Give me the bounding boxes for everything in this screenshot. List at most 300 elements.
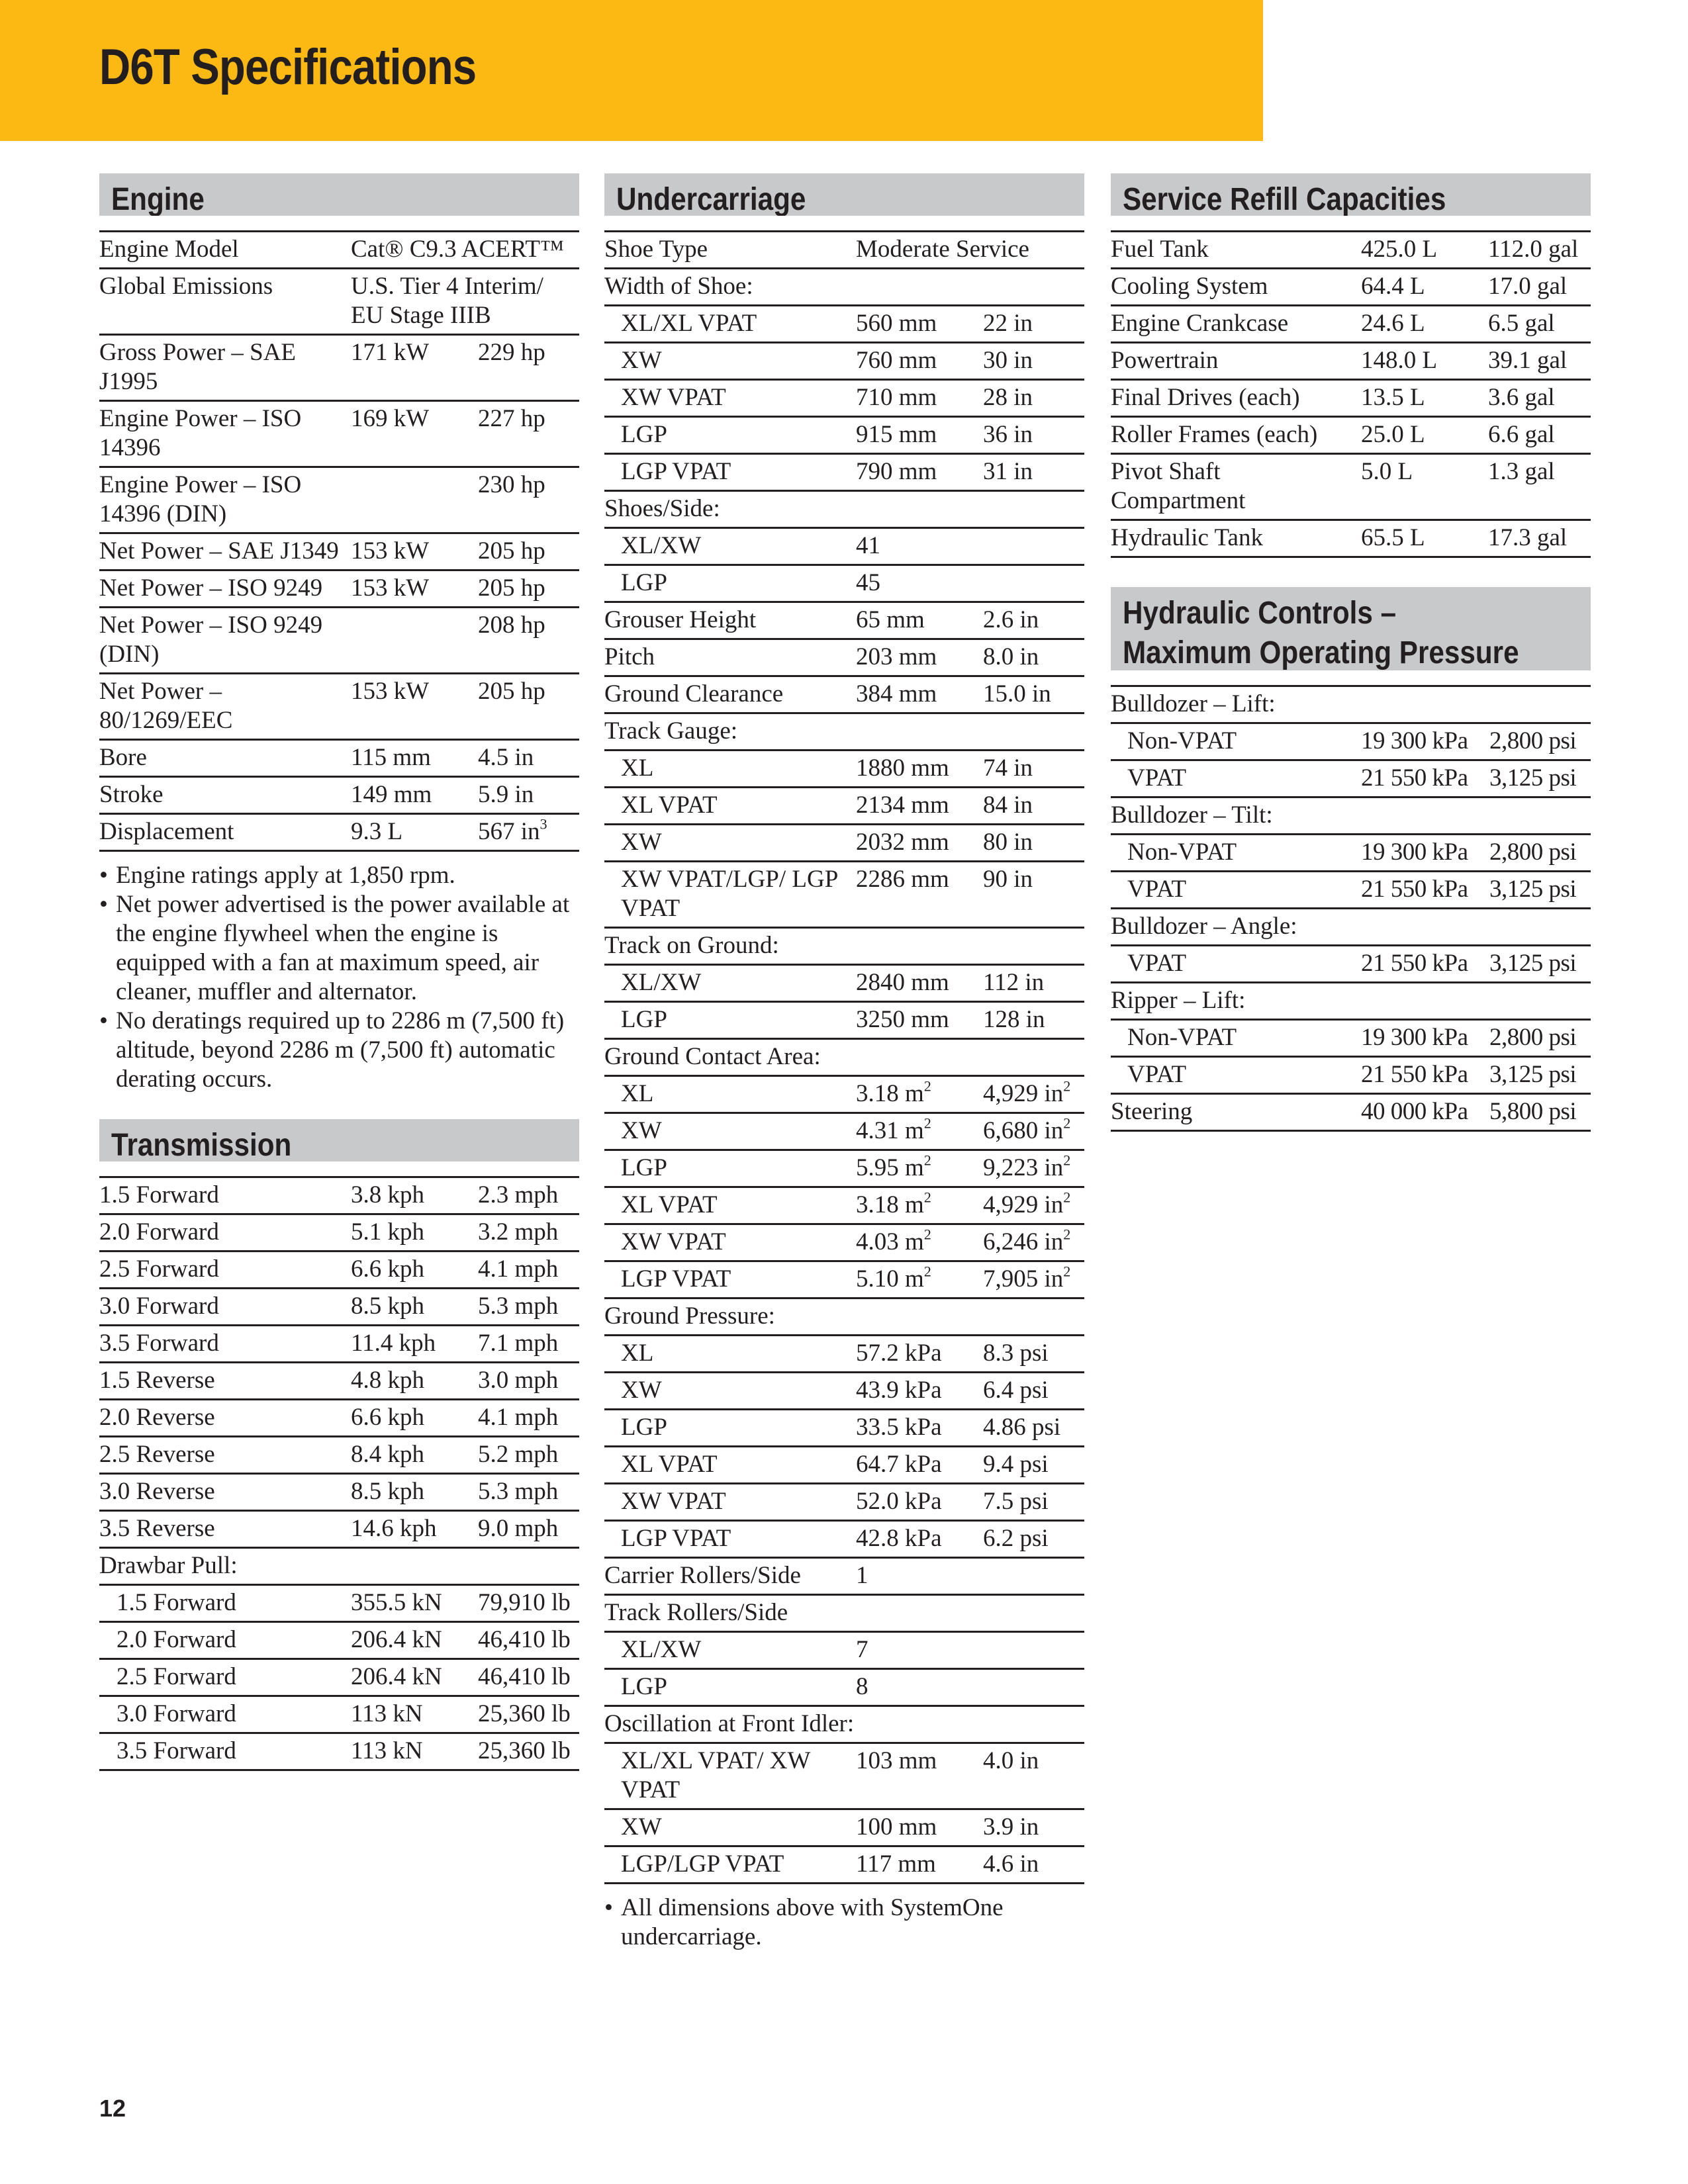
spec-value-imperial: 6.6 gal	[1488, 421, 1555, 448]
spec-value-metric: 149 mm	[351, 781, 432, 808]
spec-value-imperial: 4.5 in	[478, 744, 534, 771]
table-row	[604, 1188, 1084, 1225]
spec-value-imperial: 90 in	[983, 866, 1033, 893]
spec-label: Displacement	[99, 818, 234, 845]
spec-value-metric: 57.2 kPa	[856, 1340, 942, 1367]
spec-value-imperial: 2,800 psi	[1489, 1024, 1577, 1051]
spec-label: Global Emissions	[99, 273, 273, 300]
spec-value-metric: 2840 mm	[856, 969, 949, 996]
spec-label: Non-VPAT	[1127, 727, 1237, 754]
spec-value-imperial: 8.3 psi	[983, 1340, 1049, 1367]
table-row	[1111, 724, 1591, 761]
table-row	[1111, 872, 1591, 909]
spec-value-imperial: 36 in	[983, 421, 1033, 448]
spec-label: 3.0 Forward	[99, 1293, 219, 1320]
spec-value-metric: 153 kW	[351, 678, 430, 705]
table-row	[604, 1336, 1084, 1373]
spec-value-metric: 5.1 kph	[351, 1218, 424, 1246]
table-row	[99, 1215, 579, 1252]
spec-value-metric: 8.5 kph	[351, 1478, 424, 1505]
note-item: • Net power advertised is the power available at the engine flywheel when the engine is equipped with a fan at maximum speed, air cleaner, muffler and alternator.	[99, 890, 579, 1007]
table-row	[99, 402, 579, 468]
spec-label: Non-VPAT	[1127, 1024, 1237, 1051]
table-row	[604, 1847, 1084, 1884]
spec-label: Engine Model	[99, 236, 239, 263]
spec-label: 3.0 Forward	[117, 1700, 236, 1727]
spec-value-metric: 760 mm	[856, 347, 937, 374]
spec-value-metric: 65.5 L	[1361, 524, 1425, 551]
table-row	[604, 455, 1084, 492]
spec-value-metric: 206.4 kN	[351, 1663, 442, 1690]
spec-label: Carrier Rollers/Side	[604, 1562, 801, 1589]
spec-label: XL/XL VPAT	[621, 310, 757, 337]
spec-label: Bulldozer – Angle:	[1111, 913, 1297, 940]
spec-value-imperial: 3,125 psi	[1489, 876, 1577, 903]
spec-label: XL VPAT	[621, 1191, 718, 1218]
spec-value-metric: 19 300 kPa	[1361, 839, 1468, 866]
spec-value-imperial: 227 hp	[478, 405, 545, 432]
spec-label: Grouser Height	[604, 606, 757, 633]
spec-value-imperial: 39.1 gal	[1488, 347, 1568, 374]
spec-label: VPAT	[1127, 876, 1187, 903]
transmission-table	[99, 1176, 579, 1771]
spec-value-metric: 7	[856, 1636, 868, 1663]
spec-value-metric: 4.31 $m^2$	[856, 1115, 931, 1144]
spec-label: Net Power – ISO 9249 (DIN)	[99, 612, 323, 668]
spec-value-metric: 710 mm	[856, 384, 937, 411]
spec-value-imperial: 4.1 mph	[478, 1255, 559, 1283]
spec-label: Powertrain	[1111, 347, 1219, 374]
spec-value-imperial: 80 in	[983, 829, 1033, 856]
table-row	[604, 1810, 1084, 1847]
spec-value-imperial: 4,929 $in^2$	[983, 1189, 1071, 1218]
spec-label: LGP VPAT	[621, 1525, 731, 1552]
spec-label: LGP VPAT	[621, 1265, 731, 1293]
spec-value-imperial: 4,929 $in^2$	[983, 1077, 1071, 1107]
table-row	[604, 529, 1084, 566]
table-row	[604, 677, 1084, 714]
spec-value-imperial: 208 hp	[478, 612, 545, 639]
spec-value-imperial: 74 in	[983, 754, 1033, 782]
spec-value: Cat® C9.3 ACERT™	[351, 236, 565, 263]
spec-value-imperial: 2.3 mph	[478, 1181, 559, 1208]
spec-label: LGP	[621, 1673, 667, 1700]
spec-value-metric: 206.4 kN	[351, 1626, 442, 1653]
spec-label: Track Rollers/Side	[604, 1599, 788, 1626]
spec-label: 1.5 Forward	[99, 1181, 219, 1208]
table-row	[604, 232, 1084, 269]
table-row	[1111, 1095, 1591, 1132]
table-row	[99, 1512, 579, 1549]
engine-heading: Engine	[99, 173, 579, 216]
spec-value-metric: 100 mm	[856, 1813, 937, 1841]
spec-label: XL VPAT	[621, 1451, 718, 1478]
spec-label: Final Drives (each)	[1111, 384, 1300, 411]
spec-value-metric: 65 mm	[856, 606, 925, 633]
spec-value-metric: 3.18 $m^2$	[856, 1077, 931, 1107]
table-row	[99, 741, 579, 778]
spec-label: Track Gauge:	[604, 717, 738, 745]
refill-heading: Service Refill Capacities	[1111, 173, 1591, 216]
spec-value-metric: 4.03 $m^2$	[856, 1226, 931, 1255]
spec-value-metric: 6.6 kph	[351, 1255, 424, 1283]
table-row	[1111, 798, 1591, 835]
spec-label: XW	[621, 347, 662, 374]
spec-label: Gross Power – SAE J1995	[99, 339, 297, 395]
spec-value-imperial: 112.0 gal	[1488, 236, 1579, 263]
spec-value-imperial: 567 $in^3$	[478, 815, 547, 845]
undercarriage-heading: Undercarriage	[604, 173, 1084, 216]
table-row	[604, 966, 1084, 1003]
spec-value-imperial: 84 in	[983, 792, 1033, 819]
table-row	[604, 825, 1084, 862]
spec-value-metric: 9.3 L	[351, 818, 403, 845]
table-row	[99, 1549, 579, 1586]
spec-label: 3.5 Forward	[99, 1330, 219, 1357]
spec-value-metric: 8.4 kph	[351, 1441, 424, 1468]
spec-value-imperial: 3.6 gal	[1488, 384, 1555, 411]
table-row	[99, 1289, 579, 1326]
spec-value-imperial: 31 in	[983, 458, 1033, 485]
spec-value-imperial: 46,410 lb	[478, 1626, 571, 1653]
spec-value-metric: 153 kW	[351, 574, 430, 602]
spec-label: Steering	[1111, 1098, 1193, 1125]
spec-value-imperial: 230 hp	[478, 471, 545, 498]
table-row	[604, 788, 1084, 825]
spec-value-imperial: 6.5 gal	[1488, 310, 1555, 337]
spec-label: Bore	[99, 744, 147, 771]
spec-label: XW	[621, 1813, 662, 1841]
spec-label: 3.5 Reverse	[99, 1515, 215, 1542]
spec-label: XL/XL VPAT/ XW VPAT	[621, 1747, 810, 1803]
page-number: 12	[99, 2095, 126, 2122]
table-row	[604, 1262, 1084, 1299]
spec-label: 2.5 Reverse	[99, 1441, 215, 1468]
table-row	[1111, 418, 1591, 455]
spec-value-imperial: 5.3 mph	[478, 1478, 559, 1505]
table-row	[604, 343, 1084, 381]
spec-value-imperial: 2,800 psi	[1489, 839, 1577, 866]
engine-notes	[99, 861, 579, 1094]
spec-value-imperial: 229 hp	[478, 339, 545, 366]
spec-label: XL/XW	[621, 969, 702, 996]
spec-value-imperial: 9,223 $in^2$	[983, 1152, 1071, 1181]
spec-label: Stroke	[99, 781, 164, 808]
spec-label: Bulldozer – Tilt:	[1111, 801, 1273, 829]
spec-label: XL	[621, 754, 654, 782]
spec-label: XL/XW	[621, 1636, 702, 1663]
spec-value-imperial: 9.4 psi	[983, 1451, 1049, 1478]
spec-value-imperial: 205 hp	[478, 537, 545, 565]
table-row	[1111, 1021, 1591, 1058]
table-row	[604, 418, 1084, 455]
column-left	[99, 173, 579, 1771]
spec-label: 2.0 Reverse	[99, 1404, 215, 1431]
spec-label: 2.5 Forward	[99, 1255, 219, 1283]
spec-value-imperial: 4.1 mph	[478, 1404, 559, 1431]
table-row	[99, 1660, 579, 1697]
undercarriage-notes	[604, 1893, 1084, 1952]
spec-value-metric: 45	[856, 569, 880, 596]
table-row	[604, 1670, 1084, 1707]
table-row	[604, 566, 1084, 603]
spec-value-imperial: 8.0 in	[983, 643, 1039, 670]
table-row	[1111, 946, 1591, 983]
spec-value-metric: 6.6 kph	[351, 1404, 424, 1431]
spec-label: LGP	[621, 1154, 667, 1181]
table-row	[604, 714, 1084, 751]
spec-value-imperial: 17.0 gal	[1488, 273, 1568, 300]
table-row	[99, 1437, 579, 1475]
spec-value-imperial: 1.3 gal	[1488, 458, 1555, 485]
spec-label: XW	[621, 829, 662, 856]
spec-value-metric: 3250 mm	[856, 1006, 949, 1033]
spec-value-metric: 21 550 kPa	[1361, 876, 1468, 903]
spec-label: Ripper – Lift:	[1111, 987, 1246, 1014]
table-row	[1111, 232, 1591, 269]
spec-label: Hydraulic Tank	[1111, 524, 1263, 551]
table-row	[604, 929, 1084, 966]
spec-label: Net Power – ISO 9249	[99, 574, 323, 602]
spec-value-metric: 103 mm	[856, 1747, 937, 1774]
table-row	[99, 1734, 579, 1771]
table-row	[604, 1707, 1084, 1744]
table-row	[604, 492, 1084, 529]
spec-label: Non-VPAT	[1127, 839, 1237, 866]
spec-value-imperial: 25,360 lb	[478, 1700, 571, 1727]
spec-value-metric: 5.10 $m^2$	[856, 1263, 931, 1293]
hydraulic-heading-line2: Maximum Operating Pressure	[1123, 635, 1519, 670]
spec-label: VPAT	[1127, 764, 1187, 792]
spec-value-metric: 43.9 kPa	[856, 1377, 942, 1404]
spec-value-metric: 117 mm	[856, 1850, 936, 1878]
page-title: D6T Specifications	[99, 39, 477, 95]
table-row	[1111, 1058, 1591, 1095]
column-right	[1111, 173, 1591, 1132]
spec-label: XW VPAT	[621, 1488, 726, 1515]
spec-label: 2.0 Forward	[99, 1218, 219, 1246]
spec-label: XL	[621, 1340, 654, 1367]
spec-value-imperial: 112 in	[983, 969, 1045, 996]
table-row	[604, 1151, 1084, 1188]
spec-value-metric: 153 kW	[351, 537, 430, 565]
spec-value-metric: Moderate Service	[856, 236, 1029, 263]
column-middle	[604, 173, 1084, 1952]
spec-value-metric: 42.8 kPa	[856, 1525, 942, 1552]
table-row	[604, 1522, 1084, 1559]
spec-label: Engine Power – ISO 14396	[99, 405, 302, 461]
table-row	[1111, 521, 1591, 558]
spec-value-imperial: 4.0 in	[983, 1747, 1039, 1774]
title-banner	[0, 0, 1263, 141]
engine-table	[99, 230, 579, 852]
table-row	[99, 571, 579, 608]
spec-label: Pitch	[604, 643, 655, 670]
spec-value-metric	[351, 471, 478, 529]
spec-value-metric: 13.5 L	[1361, 384, 1425, 411]
spec-value-imperial: 128 in	[983, 1006, 1045, 1033]
spec-value-metric: 113 kN	[351, 1700, 423, 1727]
spec-value-metric: 19 300 kPa	[1361, 1024, 1468, 1051]
spec-label: LGP	[621, 1414, 667, 1441]
spec-value-imperial: 3.2 mph	[478, 1218, 559, 1246]
spec-label: 2.0 Forward	[117, 1626, 236, 1653]
spec-value-metric: 560 mm	[856, 310, 937, 337]
hydraulic-heading-text	[1123, 594, 1519, 670]
hydraulic-heading	[1111, 587, 1591, 670]
table-row	[604, 603, 1084, 640]
spec-value-imperial: 22 in	[983, 310, 1033, 337]
spec-label: Roller Frames (each)	[1111, 421, 1318, 448]
table-row	[99, 468, 579, 534]
spec-value-imperial	[983, 1561, 1084, 1590]
spec-label: LGP/LGP VPAT	[621, 1850, 784, 1878]
spec-value-imperial: 6,246 $in^2$	[983, 1226, 1071, 1255]
spec-value-imperial: 7,905 $in^2$	[983, 1263, 1071, 1293]
spec-label: XL VPAT	[621, 792, 718, 819]
spec-label: Ground Clearance	[604, 680, 784, 707]
spec-label: Cooling System	[1111, 273, 1268, 300]
table-row	[99, 1252, 579, 1289]
spec-value-imperial: 6,680 $in^2$	[983, 1115, 1071, 1144]
table-row	[99, 815, 579, 852]
spec-value-imperial	[983, 531, 1084, 561]
spec-value-imperial	[983, 1635, 1084, 1664]
table-row	[1111, 343, 1591, 381]
spec-label: XW	[621, 1117, 662, 1144]
table-row	[604, 1077, 1084, 1114]
spec-value-metric: 21 550 kPa	[1361, 764, 1468, 792]
spec-value-metric: 24.6 L	[1361, 310, 1425, 337]
spec-value-metric: 64.4 L	[1361, 273, 1425, 300]
spec-value-metric: 355.5 kN	[351, 1589, 442, 1616]
spec-value-metric: 384 mm	[856, 680, 937, 707]
spec-value-imperial: 6.2 psi	[983, 1525, 1049, 1552]
spec-value-imperial: 25,360 lb	[478, 1737, 571, 1764]
spec-value-metric: 52.0 kPa	[856, 1488, 942, 1515]
spec-label: Pivot Shaft Compartment	[1111, 458, 1246, 514]
spec-value-imperial: 205 hp	[478, 678, 545, 705]
table-row	[604, 269, 1084, 306]
table-row	[99, 269, 579, 336]
spec-value-imperial: 3.0 mph	[478, 1367, 559, 1394]
table-row	[99, 1326, 579, 1363]
note-item: • Engine ratings apply at 1,850 rpm.	[99, 861, 579, 890]
table-row	[1111, 983, 1591, 1021]
spec-value-imperial: 5.9 in	[478, 781, 534, 808]
spec-label: 3.5 Forward	[117, 1737, 236, 1764]
table-row	[1111, 687, 1591, 724]
spec-label: Width of Shoe:	[604, 273, 753, 300]
spec-value-metric: 5.0 L	[1361, 458, 1413, 485]
table-row	[99, 1363, 579, 1400]
spec-label: Track on Ground:	[604, 932, 779, 959]
table-row	[1111, 835, 1591, 872]
spec-label: XW VPAT	[621, 384, 726, 411]
spec-value-imperial: 3,125 psi	[1489, 1061, 1577, 1088]
table-row	[604, 1633, 1084, 1670]
spec-value-metric: 115 mm	[351, 744, 431, 771]
note-item: • No deratings required up to 2286 m (7,500 ft) altitude, beyond 2286 m (7,500 ft) automatic derating occurs.	[99, 1007, 579, 1094]
spec-value-metric: 169 kW	[351, 405, 430, 432]
table-row	[604, 306, 1084, 343]
spec-value-metric: 148.0 L	[1361, 347, 1438, 374]
table-row	[99, 1697, 579, 1734]
spec-value-metric: 14.6 kph	[351, 1515, 437, 1542]
hydraulic-table	[1111, 685, 1591, 1132]
spec-value-metric: 1	[856, 1562, 868, 1589]
spec-value-imperial: 3,125 psi	[1489, 764, 1577, 792]
table-row	[604, 1040, 1084, 1077]
spec-label: Ground Contact Area:	[604, 1043, 821, 1070]
spec-value-imperial: 5.2 mph	[478, 1441, 559, 1468]
spec-value-imperial: 15.0 in	[983, 680, 1051, 707]
spec-label: VPAT	[1127, 950, 1187, 977]
table-row	[99, 1475, 579, 1512]
spec-value-metric: 4.8 kph	[351, 1367, 424, 1394]
spec-label: Oscillation at Front Idler:	[604, 1710, 855, 1737]
spec-value-metric: 64.7 kPa	[856, 1451, 942, 1478]
spec-label: LGP	[621, 569, 667, 596]
spec-label: Engine Power – ISO 14396 (DIN)	[99, 471, 302, 527]
spec-value-imperial: 3,125 psi	[1489, 950, 1577, 977]
spec-value-metric: 790 mm	[856, 458, 937, 485]
spec-value-metric	[351, 611, 478, 669]
spec-label: 1.5 Forward	[117, 1589, 236, 1616]
spec-label: LGP VPAT	[621, 458, 731, 485]
spec-value-metric: 19 300 kPa	[1361, 727, 1468, 754]
table-row	[604, 1114, 1084, 1151]
spec-value-metric: 915 mm	[856, 421, 937, 448]
table-row	[99, 1623, 579, 1660]
spec-label: Drawbar Pull:	[99, 1552, 238, 1579]
spec-value-metric: 21 550 kPa	[1361, 950, 1468, 977]
table-row	[99, 608, 579, 674]
spec-label: XL/XW	[621, 532, 702, 559]
spec-value-imperial: 5,800 psi	[1489, 1098, 1577, 1125]
spec-value-imperial: 205 hp	[478, 574, 545, 602]
table-row	[604, 1484, 1084, 1522]
spec-value-imperial: 4.6 in	[983, 1850, 1039, 1878]
table-row	[604, 1596, 1084, 1633]
table-row	[604, 751, 1084, 788]
spec-label: Ground Pressure:	[604, 1302, 775, 1330]
note-item: • All dimensions above with SystemOne undercarriage.	[604, 1893, 1084, 1952]
table-row	[604, 1410, 1084, 1447]
spec-value-imperial: 30 in	[983, 347, 1033, 374]
spec-value-imperial: 7.5 psi	[983, 1488, 1049, 1515]
table-row	[604, 862, 1084, 929]
spec-value-metric: 21 550 kPa	[1361, 1061, 1468, 1088]
table-row	[99, 1178, 579, 1215]
table-row	[604, 1003, 1084, 1040]
spec-value-imperial: 2.6 in	[983, 606, 1039, 633]
spec-value-metric: 171 kW	[351, 339, 430, 366]
table-row	[99, 534, 579, 571]
table-row	[1111, 909, 1591, 946]
spec-value-imperial: 5.3 mph	[478, 1293, 559, 1320]
spec-value-imperial: 6.4 psi	[983, 1377, 1049, 1404]
spec-value-imperial: 7.1 mph	[478, 1330, 559, 1357]
spec-label: XL	[621, 1080, 654, 1107]
table-row	[99, 1586, 579, 1623]
table-row	[604, 381, 1084, 418]
spec-value-metric: 3.8 kph	[351, 1181, 424, 1208]
spec-value-metric: 1880 mm	[856, 754, 949, 782]
table-row	[99, 336, 579, 402]
spec-label: Engine Crankcase	[1111, 310, 1289, 337]
spec-label: XW VPAT	[621, 1228, 726, 1255]
